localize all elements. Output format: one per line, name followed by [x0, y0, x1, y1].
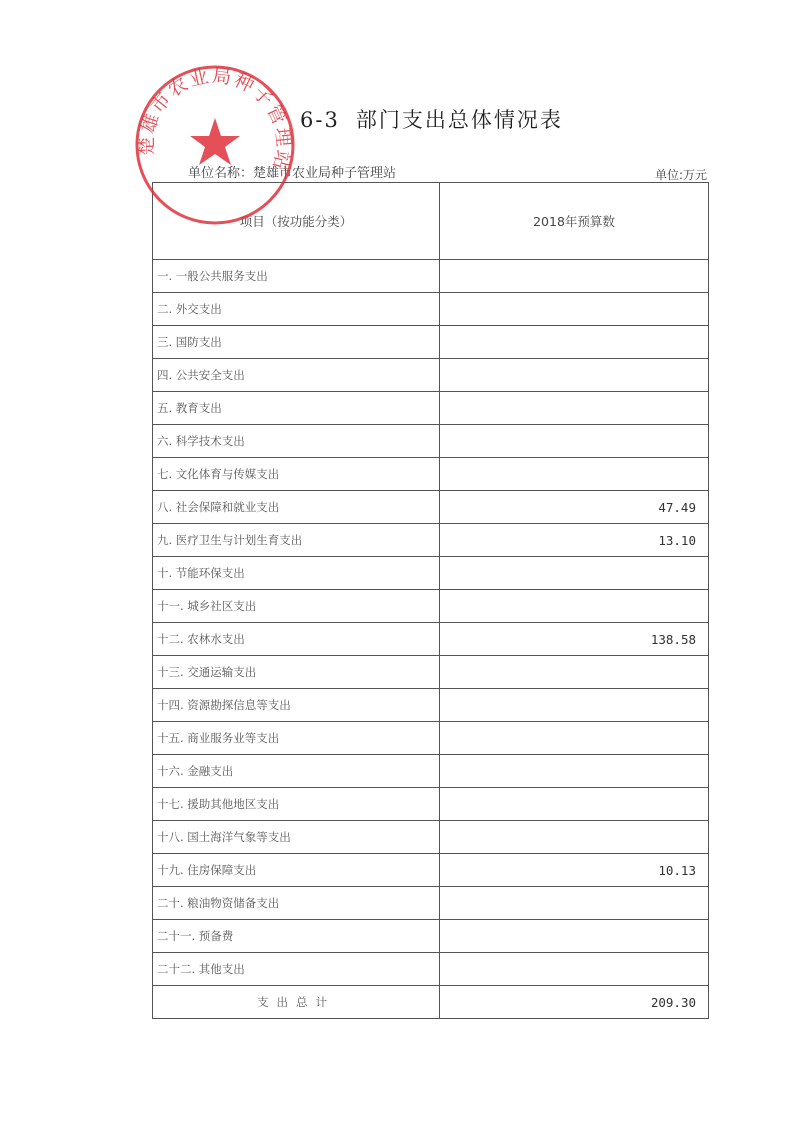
- table-row: [153, 590, 709, 623]
- table-row: [153, 293, 709, 326]
- row-budget-value: 10.13: [440, 854, 709, 887]
- row-budget-value: [440, 821, 709, 854]
- row-item-label: 九. 医疗卫生与计划生育支出: [153, 524, 440, 557]
- table-row: [153, 821, 709, 854]
- table-row: [153, 359, 709, 392]
- table-row: [153, 326, 709, 359]
- table-row: [153, 887, 709, 920]
- table-row: [153, 755, 709, 788]
- table-row: [153, 392, 709, 425]
- table-row: [153, 722, 709, 755]
- seal-text: 楚雄市农业局种子管理站: [135, 64, 295, 174]
- row-item-label: 十. 节能环保支出: [153, 557, 440, 590]
- svg-text:楚雄市农业局种子管理站: [136, 65, 295, 174]
- row-item-label: 十二. 农林水支出: [153, 623, 440, 656]
- table-row: [153, 260, 709, 293]
- row-item-label: 十四. 资源勘探信息等支出: [153, 689, 440, 722]
- row-item-label: 十八. 国土海洋气象等支出: [153, 821, 440, 854]
- row-item-label: 三. 国防支出: [153, 326, 440, 359]
- row-item-label: 一. 一般公共服务支出: [153, 260, 440, 293]
- row-budget-value: [440, 590, 709, 623]
- row-item-label: 十三. 交通运输支出: [153, 656, 440, 689]
- seal-star-icon: [190, 118, 240, 165]
- table-title: 部门支出总体情况表: [355, 108, 563, 132]
- table-row: [153, 854, 709, 887]
- total-label: 支出总计: [153, 986, 440, 1019]
- row-budget-value: [440, 722, 709, 755]
- table-row: [153, 425, 709, 458]
- table-row: [153, 557, 709, 590]
- row-item-label: 十一. 城乡社区支出: [153, 590, 440, 623]
- expenditure-table: [152, 182, 709, 1019]
- unit-name-label: 单位名称：楚雄市农业局种子管理站: [188, 166, 397, 181]
- table-row: [153, 623, 709, 656]
- row-item-label: 四. 公共安全支出: [153, 359, 440, 392]
- table-row: [153, 491, 709, 524]
- row-budget-value: [440, 392, 709, 425]
- row-budget-value: 13.10: [440, 524, 709, 557]
- row-item-label: 十六. 金融支出: [153, 755, 440, 788]
- row-budget-value: [440, 920, 709, 953]
- row-budget-value: [440, 557, 709, 590]
- currency-unit-label: 单位:万元: [654, 168, 707, 182]
- row-budget-value: [440, 755, 709, 788]
- header-budget-column: 2018年预算数: [440, 183, 709, 260]
- row-budget-value: [440, 260, 709, 293]
- table-row: [153, 953, 709, 986]
- row-item-label: 十九. 住房保障支出: [153, 854, 440, 887]
- page-title: [300, 104, 563, 134]
- row-budget-value: [440, 458, 709, 491]
- row-budget-value: [440, 788, 709, 821]
- table-header-row: [153, 183, 709, 260]
- row-budget-value: [440, 326, 709, 359]
- row-budget-value: 47.49: [440, 491, 709, 524]
- table-row: [153, 689, 709, 722]
- row-item-label: 二十. 粮油物资储备支出: [153, 887, 440, 920]
- row-budget-value: [440, 689, 709, 722]
- total-row: [153, 986, 709, 1019]
- table-row: [153, 920, 709, 953]
- row-item-label: 十五. 商业服务业等支出: [153, 722, 440, 755]
- row-item-label: 七. 文化体育与传媒支出: [153, 458, 440, 491]
- total-value: 209.30: [440, 986, 709, 1019]
- row-budget-value: [440, 656, 709, 689]
- row-item-label: 二. 外交支出: [153, 293, 440, 326]
- row-budget-value: [440, 359, 709, 392]
- row-item-label: 二十二. 其他支出: [153, 953, 440, 986]
- row-budget-value: 138.58: [440, 623, 709, 656]
- row-budget-value: [440, 953, 709, 986]
- row-item-label: 八. 社会保障和就业支出: [153, 491, 440, 524]
- row-budget-value: [440, 425, 709, 458]
- table-row: [153, 788, 709, 821]
- table-row: [153, 458, 709, 491]
- header-item-column: 项目（按功能分类）: [153, 183, 440, 260]
- row-item-label: 二十一. 预备费: [153, 920, 440, 953]
- row-item-label: 十七. 援助其他地区支出: [153, 788, 440, 821]
- table-row: [153, 656, 709, 689]
- row-budget-value: [440, 887, 709, 920]
- row-item-label: 六. 科学技术支出: [153, 425, 440, 458]
- table-row: [153, 524, 709, 557]
- row-budget-value: [440, 293, 709, 326]
- row-item-label: 五. 教育支出: [153, 392, 440, 425]
- table-number: 6-3: [300, 108, 340, 132]
